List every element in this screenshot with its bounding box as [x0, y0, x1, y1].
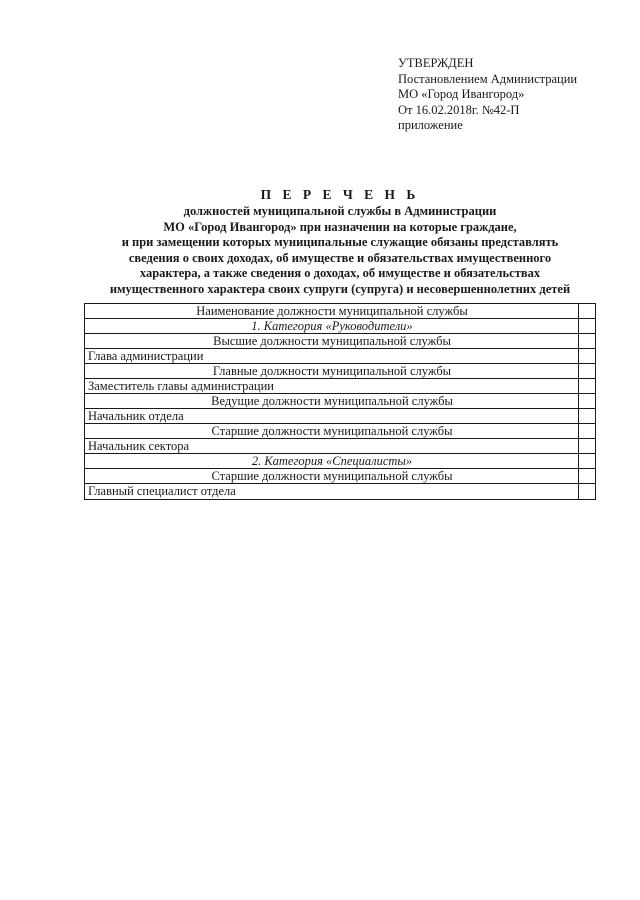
- table-cell-divider: [578, 379, 579, 394]
- table-cell-text: Старшие должности муниципальной службы: [211, 424, 453, 438]
- approval-appendix: приложение: [398, 118, 463, 132]
- table-row: [85, 304, 595, 319]
- table-cell-divider: [578, 484, 579, 500]
- table-cell-divider: [578, 454, 579, 469]
- table-cell-text: Главный специалист отдела: [88, 484, 236, 498]
- approval-stamp: [398, 56, 628, 134]
- table-row: [85, 319, 595, 334]
- table-cell-divider: [578, 394, 579, 409]
- approval-heading: УТВЕРЖДЕН: [398, 56, 474, 70]
- table-row: [85, 439, 595, 454]
- subtitle-line: сведения о своих доходах, об имуществе и обязательствах имущественного: [128, 250, 552, 265]
- table-cell-divider: [578, 364, 579, 379]
- table-row: [85, 484, 595, 499]
- table-row: [85, 349, 595, 364]
- table-row: [85, 364, 595, 379]
- table-cell-text: Наименование должности муниципальной службы: [196, 304, 468, 318]
- table-row: [85, 334, 595, 349]
- table-cell-text: Главные должности муниципальной службы: [212, 364, 452, 378]
- table-cell-divider: [578, 439, 579, 454]
- table-cell-divider: [578, 349, 579, 364]
- table-cell-text: Высшие должности муниципальной службы: [213, 334, 451, 348]
- table-row: [85, 394, 595, 409]
- table-cell-text: Начальник сектора: [88, 439, 190, 453]
- approval-date-number: От 16.02.2018г. №42-П: [398, 102, 520, 117]
- table-row: [85, 379, 595, 394]
- table-cell-text: Ведущие должности муниципальной службы: [211, 394, 453, 408]
- table-cell-text: Старшие должности муниципальной службы: [211, 469, 453, 483]
- document-title: П Е Р Е Ч Е Н Ь: [260, 187, 420, 202]
- subtitle-line: характера, а также сведения о доходах, об имуществе и обязательствах: [139, 266, 541, 280]
- subtitle-line: имущественного характера своих супруги (супруга) и несовершеннолетних детей: [109, 281, 571, 296]
- table-cell-text: 1. Категория «Руководители»: [251, 319, 413, 333]
- table-row: [85, 454, 595, 469]
- table-cell-divider: [578, 409, 579, 424]
- positions-table: [84, 303, 596, 500]
- table-cell-divider: [578, 424, 579, 439]
- table-cell-text: 2. Категория «Специалисты»: [251, 454, 413, 468]
- document-title-block: [60, 186, 620, 297]
- subtitle-line: МО «Город Ивангород» при назначении на которые граждане,: [163, 219, 517, 234]
- table-cell-divider: [578, 334, 579, 349]
- table-row: [85, 469, 595, 484]
- table-cell-divider: [578, 319, 579, 334]
- table-cell-divider: [578, 469, 579, 484]
- approval-decree: Постановлением Администрации: [398, 71, 578, 86]
- subtitle-line: и при замещении которых муниципальные служащие обязаны представлять: [121, 235, 559, 249]
- subtitle-line: должностей муниципальной службы в Администрации: [183, 204, 497, 218]
- approval-municipality: МО «Город Ивангород»: [398, 87, 525, 101]
- table-row: [85, 409, 595, 424]
- table-cell-divider: [578, 304, 579, 319]
- table-cell-text: Глава администрации: [88, 349, 204, 363]
- table-row: [85, 424, 595, 439]
- table-cell-text: Заместитель главы администрации: [88, 379, 274, 393]
- table-cell-text: Начальник отдела: [88, 409, 184, 423]
- document-subtitle: [60, 204, 620, 297]
